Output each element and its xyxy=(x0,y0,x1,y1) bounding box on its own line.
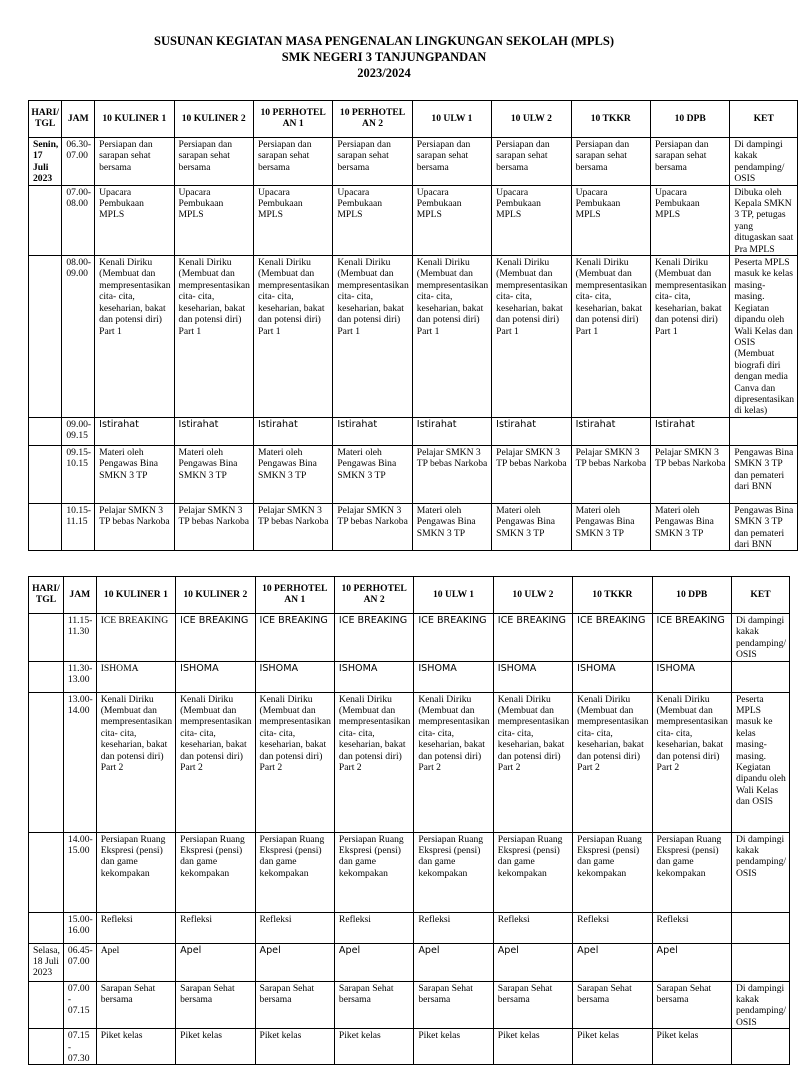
activity-cell: Sarapan Sehat bersama xyxy=(573,981,652,1029)
table-row xyxy=(29,981,790,1029)
activity-cell: Istirahat xyxy=(333,417,412,445)
activity-cell: Sarapan Sehat bersama xyxy=(493,981,572,1029)
header-row xyxy=(29,577,790,614)
activity-cell: ICE BREAKING xyxy=(573,614,652,662)
column-header: 10 TKKR xyxy=(571,101,650,138)
activity-cell: ICE BREAKING xyxy=(334,614,413,662)
activity-cell: Istirahat xyxy=(650,417,729,445)
table-row xyxy=(29,503,798,551)
table-row xyxy=(29,832,790,912)
activity-cell: Kenali Diriku (Membuat dan mempresentasikan cita- cita, keseharian, bakat dan potensi diri) Part 1 xyxy=(412,256,491,418)
activity-cell: ICE BREAKING xyxy=(96,614,175,662)
activity-cell: Upacara Pembukaan MPLS xyxy=(650,185,729,255)
ket-cell xyxy=(731,943,789,981)
day-cell xyxy=(29,256,62,418)
activity-cell: ICE BREAKING xyxy=(255,614,334,662)
day-cell xyxy=(29,912,64,943)
column-header: KET xyxy=(730,101,798,138)
activity-cell: Upacara Pembukaan MPLS xyxy=(571,185,650,255)
day-cell xyxy=(29,614,64,662)
time-cell: 11.30-13.00 xyxy=(63,661,96,692)
time-cell: 07.00 - 07.15 xyxy=(63,981,96,1029)
document-title xyxy=(0,33,768,81)
activity-cell: Apel xyxy=(334,943,413,981)
activity-cell: Kenali Diriku (Membuat dan mempresentasikan cita- cita, keseharian, bakat dan potensi diri) Part 2 xyxy=(334,692,413,832)
day-cell xyxy=(29,503,62,551)
table-row xyxy=(29,661,790,692)
activity-cell: Materi oleh Pengawas Bina SMKN 3 TP xyxy=(95,445,174,503)
ket-cell: Pengawas Bina SMKN 3 TP dan pemateri dari BNN xyxy=(730,445,798,503)
activity-cell: Refleksi xyxy=(652,912,731,943)
ket-cell xyxy=(731,1029,789,1065)
time-cell: 09.15-10.15 xyxy=(62,445,95,503)
activity-cell: Apel xyxy=(414,943,493,981)
schedule-table-day1-continued xyxy=(28,576,790,1065)
ket-cell xyxy=(730,417,798,445)
activity-cell: Piket kelas xyxy=(493,1029,572,1065)
activity-cell: Upacara Pembukaan MPLS xyxy=(333,185,412,255)
activity-cell: Pelajar SMKN 3 TP bebas Narkoba xyxy=(333,503,412,551)
column-header: 10 TKKR xyxy=(573,577,652,614)
day-cell: Senin, 17 Juli 2023 xyxy=(29,138,62,186)
activity-cell: Materi oleh Pengawas Bina SMKN 3 TP xyxy=(492,503,571,551)
activity-cell: Persiapan dan sarapan sehat bersama xyxy=(650,138,729,186)
ket-cell: Pengawas Bina SMKN 3 TP dan pemateri dari BNN xyxy=(730,503,798,551)
activity-cell: Materi oleh Pengawas Bina SMKN 3 TP xyxy=(571,503,650,551)
table-row xyxy=(29,185,798,255)
time-cell: 07.00-08.00 xyxy=(62,185,95,255)
ket-cell: Di dampingi kakak pendamping/ OSIS xyxy=(731,614,789,662)
activity-cell: Refleksi xyxy=(334,912,413,943)
table-row xyxy=(29,692,790,832)
day-cell xyxy=(29,661,64,692)
activity-cell: Persiapan dan sarapan sehat bersama xyxy=(492,138,571,186)
title-line-2: SMK NEGERI 3 TANJUNGPANDAN xyxy=(281,50,487,64)
activity-cell: Apel xyxy=(255,943,334,981)
activity-cell: Kenali Diriku (Membuat dan mempresentasikan cita- cita, keseharian, bakat dan potensi diri) Part 2 xyxy=(255,692,334,832)
activity-cell: Materi oleh Pengawas Bina SMKN 3 TP xyxy=(174,445,253,503)
day-cell xyxy=(29,981,64,1029)
ket-cell: Peserta MPLS masuk ke kelas masing-masing. Kegiatan dipandu oleh Wali Kelas dan OSIS xyxy=(731,692,789,832)
column-header: 10 ULW 2 xyxy=(492,101,571,138)
activity-cell: Sarapan Sehat bersama xyxy=(255,981,334,1029)
column-header: 10 ULW 2 xyxy=(493,577,572,614)
activity-cell: Persiapan Ruang Ekspresi (pensi) dan game kekompakan xyxy=(493,832,572,912)
time-cell: 06.45-07.00 xyxy=(63,943,96,981)
activity-cell: Materi oleh Pengawas Bina SMKN 3 TP xyxy=(253,445,332,503)
time-cell: 07.15 - 07.30 xyxy=(63,1029,96,1065)
column-header: 10 KULINER 2 xyxy=(176,577,255,614)
time-cell: 06.30-07.00 xyxy=(62,138,95,186)
activity-cell: Upacara Pembukaan MPLS xyxy=(95,185,174,255)
activity-cell: Apel xyxy=(573,943,652,981)
activity-cell: ISHOMA xyxy=(652,661,731,692)
activity-cell: ICE BREAKING xyxy=(414,614,493,662)
activity-cell: ISHOMA xyxy=(176,661,255,692)
activity-cell: Pelajar SMKN 3 TP bebas Narkoba xyxy=(650,445,729,503)
column-header: 10 DPB xyxy=(652,577,731,614)
day-cell xyxy=(29,185,62,255)
column-header: HARI/ TGL xyxy=(29,101,62,138)
activity-cell: Istirahat xyxy=(253,417,332,445)
table-row xyxy=(29,943,790,981)
table-row xyxy=(29,445,798,503)
activity-cell: Pelajar SMKN 3 TP bebas Narkoba xyxy=(95,503,174,551)
column-header: 10 KULINER 1 xyxy=(95,101,174,138)
activity-cell: ISHOMA xyxy=(334,661,413,692)
time-cell: 10.15-11.15 xyxy=(62,503,95,551)
table-row xyxy=(29,417,798,445)
ket-cell: Di dampingi kakak pendamping/ OSIS xyxy=(731,981,789,1029)
activity-cell: Materi oleh Pengawas Bina SMKN 3 TP xyxy=(333,445,412,503)
activity-cell: Pelajar SMKN 3 TP bebas Narkoba xyxy=(412,445,491,503)
day-cell xyxy=(29,417,62,445)
activity-cell: Refleksi xyxy=(255,912,334,943)
activity-cell: Kenali Diriku (Membuat dan mempresentasikan cita- cita, keseharian, bakat dan potensi diri) Part 2 xyxy=(652,692,731,832)
column-header: 10 ULW 1 xyxy=(412,101,491,138)
activity-cell: Kenali Diriku (Membuat dan mempresentasikan cita- cita, keseharian, bakat dan potensi diri) Part 1 xyxy=(174,256,253,418)
activity-cell: Materi oleh Pengawas Bina SMKN 3 TP xyxy=(650,503,729,551)
day-cell xyxy=(29,445,62,503)
activity-cell: Istirahat xyxy=(571,417,650,445)
activity-cell: Persiapan Ruang Ekspresi (pensi) dan game kekompakan xyxy=(652,832,731,912)
column-header: KET xyxy=(731,577,789,614)
activity-cell: Apel xyxy=(652,943,731,981)
activity-cell: Persiapan Ruang Ekspresi (pensi) dan game kekompakan xyxy=(573,832,652,912)
column-header: 10 PERHOTEL AN 2 xyxy=(333,101,412,138)
activity-cell: Kenali Diriku (Membuat dan mempresentasikan cita- cita, keseharian, bakat dan potensi diri) Part 1 xyxy=(95,256,174,418)
activity-cell: Persiapan dan sarapan sehat bersama xyxy=(95,138,174,186)
column-header: 10 KULINER 1 xyxy=(96,577,175,614)
activity-cell: Persiapan dan sarapan sehat bersama xyxy=(174,138,253,186)
ket-cell: Di dampingi kakak pendamping/ OSIS xyxy=(731,832,789,912)
table-row xyxy=(29,912,790,943)
activity-cell: Piket kelas xyxy=(334,1029,413,1065)
ket-cell: Di dampingi kakak pendamping/ OSIS xyxy=(730,138,798,186)
column-header: 10 KULINER 2 xyxy=(174,101,253,138)
activity-cell: Upacara Pembukaan MPLS xyxy=(174,185,253,255)
activity-cell: Pelajar SMKN 3 TP bebas Narkoba xyxy=(571,445,650,503)
activity-cell: Refleksi xyxy=(414,912,493,943)
activity-cell: Istirahat xyxy=(174,417,253,445)
activity-cell: Refleksi xyxy=(96,912,175,943)
activity-cell: ICE BREAKING xyxy=(493,614,572,662)
activity-cell: Pelajar SMKN 3 TP bebas Narkoba xyxy=(253,503,332,551)
activity-cell: Pelajar SMKN 3 TP bebas Narkoba xyxy=(174,503,253,551)
activity-cell: Kenali Diriku (Membuat dan mempresentasikan cita- cita, keseharian, bakat dan potensi diri) Part 2 xyxy=(573,692,652,832)
activity-cell: Persiapan Ruang Ekspresi (pensi) dan game kekompakan xyxy=(334,832,413,912)
activity-cell: Apel xyxy=(96,943,175,981)
activity-cell: Piket kelas xyxy=(96,1029,175,1065)
activity-cell: Kenali Diriku (Membuat dan mempresentasikan cita- cita, keseharian, bakat dan potensi diri) Part 1 xyxy=(492,256,571,418)
activity-cell: ISHOMA xyxy=(96,661,175,692)
activity-cell: ICE BREAKING xyxy=(652,614,731,662)
activity-cell: Persiapan dan sarapan sehat bersama xyxy=(571,138,650,186)
ket-cell: Peserta MPLS masuk ke kelas masing-masing. Kegiatan dipandu oleh Wali Kelas dan OSIS (Membuat biografi diri dengan media Canva dan dipresentasikan di kelas) xyxy=(730,256,798,418)
ket-cell xyxy=(731,661,789,692)
activity-cell: Upacara Pembukaan MPLS xyxy=(253,185,332,255)
day-cell xyxy=(29,692,64,832)
schedule-table-day1 xyxy=(28,100,798,551)
column-header: 10 PERHOTEL AN 2 xyxy=(334,577,413,614)
activity-cell: Apel xyxy=(493,943,572,981)
activity-cell: Kenali Diriku (Membuat dan mempresentasikan cita- cita, keseharian, bakat dan potensi diri) Part 1 xyxy=(253,256,332,418)
column-header: 10 ULW 1 xyxy=(414,577,493,614)
activity-cell: Piket kelas xyxy=(176,1029,255,1065)
column-header: JAM xyxy=(63,577,96,614)
activity-cell: Upacara Pembukaan MPLS xyxy=(492,185,571,255)
title-line-3: 2023/2024 xyxy=(357,66,411,80)
activity-cell: Kenali Diriku (Membuat dan mempresentasikan cita- cita, keseharian, bakat dan potensi diri) Part 1 xyxy=(333,256,412,418)
activity-cell: Piket kelas xyxy=(573,1029,652,1065)
time-cell: 15.00-16.00 xyxy=(63,912,96,943)
activity-cell: Persiapan Ruang Ekspresi (pensi) dan game kekompakan xyxy=(176,832,255,912)
activity-cell: Istirahat xyxy=(412,417,491,445)
activity-cell: ISHOMA xyxy=(493,661,572,692)
activity-cell: Pelajar SMKN 3 TP bebas Narkoba xyxy=(492,445,571,503)
table-row xyxy=(29,614,790,662)
activity-cell: Istirahat xyxy=(492,417,571,445)
column-header: 10 PERHOTEL AN 1 xyxy=(255,577,334,614)
activity-cell: Kenali Diriku (Membuat dan mempresentasikan cita- cita, keseharian, bakat dan potensi diri) Part 2 xyxy=(176,692,255,832)
activity-cell: Piket kelas xyxy=(255,1029,334,1065)
activity-cell: Sarapan Sehat bersama xyxy=(176,981,255,1029)
activity-cell: Sarapan Sehat bersama xyxy=(96,981,175,1029)
activity-cell: Persiapan Ruang Ekspresi (pensi) dan game kekompakan xyxy=(255,832,334,912)
activity-cell: ICE BREAKING xyxy=(176,614,255,662)
activity-cell: Refleksi xyxy=(176,912,255,943)
ket-cell xyxy=(731,912,789,943)
day-cell xyxy=(29,1029,64,1065)
column-header: 10 PERHOTEL AN 1 xyxy=(253,101,332,138)
activity-cell: Sarapan Sehat bersama xyxy=(414,981,493,1029)
activity-cell: Refleksi xyxy=(493,912,572,943)
activity-cell: Materi oleh Pengawas Bina SMKN 3 TP xyxy=(412,503,491,551)
activity-cell: Kenali Diriku (Membuat dan mempresentasikan cita- cita, keseharian, bakat dan potensi diri) Part 1 xyxy=(571,256,650,418)
activity-cell: Istirahat xyxy=(95,417,174,445)
time-cell: 11.15-11.30 xyxy=(63,614,96,662)
header-row xyxy=(29,101,798,138)
table-row xyxy=(29,138,798,186)
column-header: HARI/ TGL xyxy=(29,577,64,614)
activity-cell: ISHOMA xyxy=(414,661,493,692)
activity-cell: Kenali Diriku (Membuat dan mempresentasikan cita- cita, keseharian, bakat dan potensi diri) Part 1 xyxy=(650,256,729,418)
activity-cell: Persiapan dan sarapan sehat bersama xyxy=(253,138,332,186)
activity-cell: Kenali Diriku (Membuat dan mempresentasikan cita- cita, keseharian, bakat dan potensi diri) Part 2 xyxy=(414,692,493,832)
title-line-1: SUSUNAN KEGIATAN MASA PENGENALAN LINGKUNGAN SEKOLAH (MPLS) xyxy=(154,34,614,48)
activity-cell: Apel xyxy=(176,943,255,981)
time-cell: 14.00-15.00 xyxy=(63,832,96,912)
table-row xyxy=(29,256,798,418)
day-cell xyxy=(29,832,64,912)
day-cell: Selasa, 18 Juli 2023 xyxy=(29,943,64,981)
activity-cell: Sarapan Sehat bersama xyxy=(334,981,413,1029)
activity-cell: Piket kelas xyxy=(414,1029,493,1065)
activity-cell: Persiapan Ruang Ekspresi (pensi) dan game kekompakan xyxy=(414,832,493,912)
activity-cell: Kenali Diriku (Membuat dan mempresentasikan cita- cita, keseharian, bakat dan potensi diri) Part 2 xyxy=(493,692,572,832)
activity-cell: Refleksi xyxy=(573,912,652,943)
activity-cell: ISHOMA xyxy=(255,661,334,692)
activity-cell: ISHOMA xyxy=(573,661,652,692)
activity-cell: Sarapan Sehat bersama xyxy=(652,981,731,1029)
activity-cell: Piket kelas xyxy=(652,1029,731,1065)
time-cell: 08.00-09.00 xyxy=(62,256,95,418)
activity-cell: Persiapan dan sarapan sehat bersama xyxy=(333,138,412,186)
column-header: JAM xyxy=(62,101,95,138)
activity-cell: Kenali Diriku (Membuat dan mempresentasikan cita- cita, keseharian, bakat dan potensi diri) Part 2 xyxy=(96,692,175,832)
table-row xyxy=(29,1029,790,1065)
ket-cell: Dibuka oleh Kepala SMKN 3 TP, petugas yang ditugaskan saat Pra MPLS xyxy=(730,185,798,255)
activity-cell: Persiapan dan sarapan sehat bersama xyxy=(412,138,491,186)
activity-cell: Persiapan Ruang Ekspresi (pensi) dan game kekompakan xyxy=(96,832,175,912)
column-header: 10 DPB xyxy=(650,101,729,138)
activity-cell: Upacara Pembukaan MPLS xyxy=(412,185,491,255)
time-cell: 13.00-14.00 xyxy=(63,692,96,832)
time-cell: 09.00-09.15 xyxy=(62,417,95,445)
